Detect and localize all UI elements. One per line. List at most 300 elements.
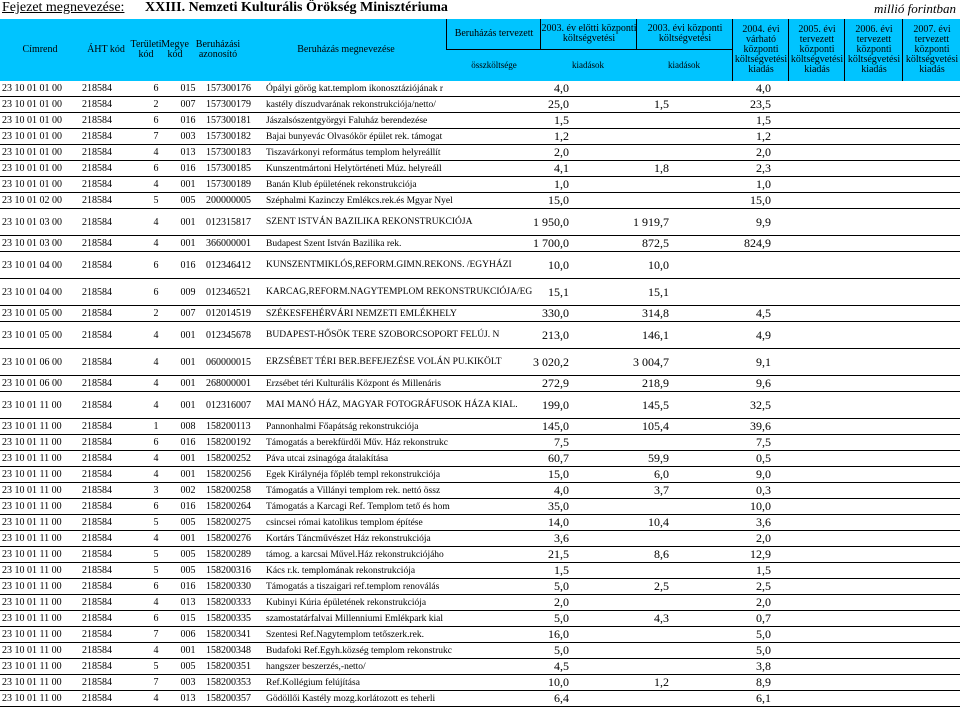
row-megye: 001 bbox=[172, 177, 204, 193]
table-row bbox=[0, 306, 960, 322]
header-tervezett: Beruházás tervezett bbox=[446, 19, 541, 49]
row-empty-years bbox=[773, 306, 960, 322]
row-name: SZÉKESFEHÉRVÁRI NEMZETI EMLÉKHELY bbox=[264, 306, 431, 322]
row-megye: 013 bbox=[172, 595, 204, 611]
row-total: 2,0 bbox=[431, 595, 571, 611]
row-teruleti: 6 bbox=[140, 611, 172, 627]
row-pre2003: 872,5 bbox=[571, 236, 671, 252]
ministry-title: XXIII. Nemzeti Kulturális Örökség Minisztériuma bbox=[145, 0, 448, 15]
row-teruleti: 6 bbox=[140, 499, 172, 515]
row-cimrend: 23 10 01 11 00 bbox=[0, 392, 80, 419]
header-cimrend: Címrend bbox=[22, 44, 58, 55]
row-y2003: 32,5 bbox=[671, 392, 773, 419]
row-megye: 013 bbox=[172, 691, 204, 707]
row-pre2003: 314,8 bbox=[571, 306, 671, 322]
table-row bbox=[0, 113, 960, 129]
row-name: kastély díszudvarának rekonstrukciója/netto/ bbox=[264, 97, 431, 113]
row-teruleti: 1 bbox=[140, 419, 172, 435]
row-aht: 218584 bbox=[80, 691, 140, 707]
table-row bbox=[0, 376, 960, 392]
row-megye: 001 bbox=[172, 236, 204, 252]
row-pre2003: 2,5 bbox=[571, 579, 671, 595]
row-cimrend: 23 10 01 03 00 bbox=[0, 236, 80, 252]
row-aht: 218584 bbox=[80, 113, 140, 129]
row-azonosito: 158200348 bbox=[204, 643, 264, 659]
row-cimrend: 23 10 01 11 00 bbox=[0, 579, 80, 595]
row-empty-years bbox=[773, 579, 960, 595]
row-azonosito: 157300179 bbox=[204, 97, 264, 113]
row-total: 4,1 bbox=[431, 161, 571, 177]
row-teruleti: 6 bbox=[140, 435, 172, 451]
row-megye: 001 bbox=[172, 376, 204, 392]
row-total: 35,0 bbox=[431, 499, 571, 515]
row-aht: 218584 bbox=[80, 322, 140, 349]
row-aht: 218584 bbox=[80, 467, 140, 483]
row-azonosito: 012014519 bbox=[204, 306, 264, 322]
row-cimrend: 23 10 01 06 00 bbox=[0, 349, 80, 376]
row-y2003: 6,1 bbox=[671, 691, 773, 707]
row-teruleti: 4 bbox=[140, 177, 172, 193]
row-teruleti: 7 bbox=[140, 129, 172, 145]
row-azonosito: 268000001 bbox=[204, 376, 264, 392]
row-cimrend: 23 10 01 11 00 bbox=[0, 675, 80, 691]
table-row bbox=[0, 467, 960, 483]
row-aht: 218584 bbox=[80, 643, 140, 659]
row-empty-years bbox=[773, 236, 960, 252]
row-teruleti: 2 bbox=[140, 306, 172, 322]
row-empty-years bbox=[773, 349, 960, 376]
row-megye: 001 bbox=[172, 467, 204, 483]
row-pre2003: 8,6 bbox=[571, 547, 671, 563]
row-empty-years bbox=[773, 675, 960, 691]
header-megye: Megye kód bbox=[161, 39, 189, 60]
row-pre2003 bbox=[571, 595, 671, 611]
row-name: ERZSÉBET TÉRI BER.BEFEJEZÉSE VOLÁN PU.KIKÖLT bbox=[264, 349, 431, 376]
table-row bbox=[0, 209, 960, 236]
row-teruleti: 5 bbox=[140, 563, 172, 579]
table-row bbox=[0, 435, 960, 451]
row-empty-years bbox=[773, 177, 960, 193]
row-total: 6,4 bbox=[431, 691, 571, 707]
row-total: 4,0 bbox=[431, 81, 571, 97]
row-name: Támogatás a Villányi templom rek. nettó össz bbox=[264, 483, 431, 499]
row-cimrend: 23 10 01 06 00 bbox=[0, 376, 80, 392]
row-y2003: 10,0 bbox=[671, 499, 773, 515]
row-cimrend: 23 10 01 03 00 bbox=[0, 209, 80, 236]
row-cimrend: 23 10 01 11 00 bbox=[0, 691, 80, 707]
table-row bbox=[0, 691, 960, 707]
row-megye: 007 bbox=[172, 97, 204, 113]
row-azonosito: 157300181 bbox=[204, 113, 264, 129]
row-teruleti: 3 bbox=[140, 483, 172, 499]
row-y2003: 4,9 bbox=[671, 322, 773, 349]
table-row bbox=[0, 161, 960, 177]
row-y2003: 2,0 bbox=[671, 595, 773, 611]
row-cimrend: 23 10 01 11 00 bbox=[0, 563, 80, 579]
row-y2003: 2,0 bbox=[671, 531, 773, 547]
row-name: Támogatás a Karcagi Ref. Templom tető és hom bbox=[264, 499, 431, 515]
row-azonosito: 200000005 bbox=[204, 193, 264, 209]
row-azonosito: 158200258 bbox=[204, 483, 264, 499]
header-divider bbox=[446, 49, 732, 50]
row-empty-years bbox=[773, 252, 960, 279]
row-y2003: 4,0 bbox=[671, 81, 773, 97]
row-azonosito: 158200276 bbox=[204, 531, 264, 547]
row-teruleti: 5 bbox=[140, 659, 172, 675]
row-empty-years bbox=[773, 376, 960, 392]
row-y2003: 7,5 bbox=[671, 435, 773, 451]
row-megye: 005 bbox=[172, 563, 204, 579]
table-row bbox=[0, 627, 960, 643]
row-teruleti: 6 bbox=[140, 113, 172, 129]
table-row bbox=[0, 177, 960, 193]
row-aht: 218584 bbox=[80, 209, 140, 236]
row-pre2003: 4,3 bbox=[571, 611, 671, 627]
row-pre2003 bbox=[571, 81, 671, 97]
row-aht: 218584 bbox=[80, 627, 140, 643]
row-teruleti: 6 bbox=[140, 279, 172, 306]
row-name: KUNSZENTMIKLÓS,REFORM.GIMN.REKONS. /EGYHÁZI bbox=[264, 252, 431, 279]
row-empty-years bbox=[773, 129, 960, 145]
row-megye: 001 bbox=[172, 209, 204, 236]
row-azonosito: 012346521 bbox=[204, 279, 264, 306]
row-aht: 218584 bbox=[80, 177, 140, 193]
row-y2003: 1,0 bbox=[671, 177, 773, 193]
row-aht: 218584 bbox=[80, 435, 140, 451]
row-cimrend: 23 10 01 11 00 bbox=[0, 659, 80, 675]
header-kiadasok-2: kiadások bbox=[668, 60, 700, 70]
row-y2003 bbox=[671, 279, 773, 306]
row-teruleti: 5 bbox=[140, 547, 172, 563]
row-teruleti: 4 bbox=[140, 643, 172, 659]
table-row bbox=[0, 643, 960, 659]
row-y2003: 0,7 bbox=[671, 611, 773, 627]
row-empty-years bbox=[773, 209, 960, 236]
row-y2003: 12,9 bbox=[671, 547, 773, 563]
row-azonosito: 012345678 bbox=[204, 322, 264, 349]
row-y2003: 2,5 bbox=[671, 579, 773, 595]
row-aht: 218584 bbox=[80, 376, 140, 392]
row-name: csincsei római katolikus templom építése bbox=[264, 515, 431, 531]
row-aht: 218584 bbox=[80, 236, 140, 252]
row-pre2003: 145,5 bbox=[571, 392, 671, 419]
row-total: 1,5 bbox=[431, 563, 571, 579]
row-azonosito: 157300176 bbox=[204, 81, 264, 97]
row-name: SZENT ISTVÁN BAZILIKA REKONSTRUKCIÓJA bbox=[264, 209, 431, 236]
row-pre2003 bbox=[571, 129, 671, 145]
row-name: Tiszavárkonyi református templom helyreállít bbox=[264, 145, 431, 161]
header-teruleti: Területi kód bbox=[130, 39, 162, 60]
row-teruleti: 4 bbox=[140, 392, 172, 419]
row-pre2003: 10,0 bbox=[571, 252, 671, 279]
row-teruleti: 4 bbox=[140, 467, 172, 483]
row-azonosito: 158200113 bbox=[204, 419, 264, 435]
row-y2003: 1,2 bbox=[671, 129, 773, 145]
row-empty-years bbox=[773, 113, 960, 129]
table-row bbox=[0, 419, 960, 435]
row-pre2003: 3 004,7 bbox=[571, 349, 671, 376]
row-aht: 218584 bbox=[80, 392, 140, 419]
row-megye: 008 bbox=[172, 419, 204, 435]
row-name: Erzsébet téri Kulturális Központ és Millenáris bbox=[264, 376, 431, 392]
row-teruleti: 4 bbox=[140, 595, 172, 611]
table-row bbox=[0, 451, 960, 467]
row-megye: 007 bbox=[172, 306, 204, 322]
table-row bbox=[0, 659, 960, 675]
row-pre2003 bbox=[571, 691, 671, 707]
row-cimrend: 23 10 01 11 00 bbox=[0, 435, 80, 451]
row-teruleti: 4 bbox=[140, 322, 172, 349]
header-osszkoltsege: összköltsége bbox=[471, 60, 517, 70]
row-cimrend: 23 10 01 01 00 bbox=[0, 177, 80, 193]
row-y2003: 3,6 bbox=[671, 515, 773, 531]
row-azonosito: 158200275 bbox=[204, 515, 264, 531]
row-cimrend: 23 10 01 01 00 bbox=[0, 129, 80, 145]
row-empty-years bbox=[773, 483, 960, 499]
row-name: Szentesi Ref.Nagytemplom tetőszerk.rek. bbox=[264, 627, 431, 643]
row-empty-years bbox=[773, 659, 960, 675]
row-megye: 006 bbox=[172, 627, 204, 643]
row-teruleti: 4 bbox=[140, 145, 172, 161]
row-aht: 218584 bbox=[80, 279, 140, 306]
row-empty-years bbox=[773, 563, 960, 579]
row-aht: 218584 bbox=[80, 515, 140, 531]
row-cimrend: 23 10 01 11 00 bbox=[0, 467, 80, 483]
row-azonosito: 012316007 bbox=[204, 392, 264, 419]
header-aht: ÁHT kód bbox=[87, 44, 125, 55]
row-cimrend: 23 10 01 11 00 bbox=[0, 611, 80, 627]
row-total: 330,0 bbox=[431, 306, 571, 322]
row-megye: 001 bbox=[172, 643, 204, 659]
table-body bbox=[0, 81, 960, 707]
row-azonosito: 158200289 bbox=[204, 547, 264, 563]
header-azonosito: Beruházási azonosító bbox=[195, 39, 241, 60]
row-megye: 001 bbox=[172, 531, 204, 547]
row-aht: 218584 bbox=[80, 419, 140, 435]
row-pre2003 bbox=[571, 499, 671, 515]
row-megye: 001 bbox=[172, 392, 204, 419]
row-megye: 015 bbox=[172, 81, 204, 97]
row-pre2003: 1 919,7 bbox=[571, 209, 671, 236]
row-aht: 218584 bbox=[80, 97, 140, 113]
row-empty-years bbox=[773, 279, 960, 306]
row-empty-years bbox=[773, 193, 960, 209]
table-row bbox=[0, 236, 960, 252]
header-2004: 2004. évi várható központi költségvetési kiadás bbox=[732, 19, 789, 81]
row-azonosito: 158200330 bbox=[204, 579, 264, 595]
row-azonosito: 157300182 bbox=[204, 129, 264, 145]
row-pre2003: 1,8 bbox=[571, 161, 671, 177]
row-cimrend: 23 10 01 05 00 bbox=[0, 306, 80, 322]
row-megye: 005 bbox=[172, 515, 204, 531]
row-name: Támogatás a tiszaigari ref.templom renoválás bbox=[264, 579, 431, 595]
row-aht: 218584 bbox=[80, 611, 140, 627]
row-total: 1,5 bbox=[431, 113, 571, 129]
row-pre2003 bbox=[571, 145, 671, 161]
row-megye: 005 bbox=[172, 659, 204, 675]
row-name: Széphalmi Kazinczy Emlékcs.rek.és Mgyar Nyel bbox=[264, 193, 431, 209]
header-elotti: 2003. év előtti központi költségvetési bbox=[540, 19, 637, 49]
row-megye: 003 bbox=[172, 675, 204, 691]
table-row bbox=[0, 81, 960, 97]
row-megye: 016 bbox=[172, 113, 204, 129]
row-total: 10,0 bbox=[431, 252, 571, 279]
row-teruleti: 4 bbox=[140, 691, 172, 707]
row-total: 3 020,2 bbox=[431, 349, 571, 376]
row-total: 213,0 bbox=[431, 322, 571, 349]
table-row bbox=[0, 252, 960, 279]
table-row bbox=[0, 97, 960, 113]
row-y2003: 15,0 bbox=[671, 193, 773, 209]
row-megye: 016 bbox=[172, 499, 204, 515]
row-pre2003: 3,7 bbox=[571, 483, 671, 499]
row-pre2003 bbox=[571, 627, 671, 643]
row-pre2003: 105,4 bbox=[571, 419, 671, 435]
row-cimrend: 23 10 01 11 00 bbox=[0, 531, 80, 547]
row-y2003: 5,0 bbox=[671, 627, 773, 643]
row-pre2003 bbox=[571, 435, 671, 451]
row-aht: 218584 bbox=[80, 675, 140, 691]
row-empty-years bbox=[773, 515, 960, 531]
row-y2003: 9,6 bbox=[671, 376, 773, 392]
row-aht: 218584 bbox=[80, 306, 140, 322]
row-megye: 016 bbox=[172, 161, 204, 177]
row-megye: 016 bbox=[172, 435, 204, 451]
row-cimrend: 23 10 01 11 00 bbox=[0, 627, 80, 643]
row-aht: 218584 bbox=[80, 547, 140, 563]
row-cimrend: 23 10 01 11 00 bbox=[0, 419, 80, 435]
row-azonosito: 158200192 bbox=[204, 435, 264, 451]
row-aht: 218584 bbox=[80, 145, 140, 161]
table-row bbox=[0, 579, 960, 595]
row-total: 7,5 bbox=[431, 435, 571, 451]
row-total: 199,0 bbox=[431, 392, 571, 419]
row-cimrend: 23 10 01 11 00 bbox=[0, 499, 80, 515]
table-row bbox=[0, 595, 960, 611]
row-y2003: 0,5 bbox=[671, 451, 773, 467]
row-name: MAI MANÓ HÁZ, MAGYAR FOTOGRÁFUSOK HÁZA KIAL. bbox=[264, 392, 431, 419]
row-azonosito: 158200333 bbox=[204, 595, 264, 611]
row-cimrend: 23 10 01 11 00 bbox=[0, 451, 80, 467]
row-empty-years bbox=[773, 467, 960, 483]
row-empty-years bbox=[773, 627, 960, 643]
row-cimrend: 23 10 01 11 00 bbox=[0, 643, 80, 659]
row-total: 272,9 bbox=[431, 376, 571, 392]
row-total: 4,5 bbox=[431, 659, 571, 675]
row-total: 10,0 bbox=[431, 675, 571, 691]
row-y2003: 39,6 bbox=[671, 419, 773, 435]
row-aht: 218584 bbox=[80, 483, 140, 499]
row-y2003: 9,9 bbox=[671, 209, 773, 236]
row-megye: 015 bbox=[172, 611, 204, 627]
row-azonosito: 012346412 bbox=[204, 252, 264, 279]
row-empty-years bbox=[773, 435, 960, 451]
row-teruleti: 4 bbox=[140, 349, 172, 376]
row-azonosito: 158200256 bbox=[204, 467, 264, 483]
row-name: támog. a karcsai Művel.Ház rekonstrukciójáho bbox=[264, 547, 431, 563]
row-megye: 001 bbox=[172, 349, 204, 376]
row-total: 5,0 bbox=[431, 643, 571, 659]
row-aht: 218584 bbox=[80, 499, 140, 515]
row-total: 15,0 bbox=[431, 467, 571, 483]
row-total: 1 950,0 bbox=[431, 209, 571, 236]
row-empty-years bbox=[773, 419, 960, 435]
table-row bbox=[0, 611, 960, 627]
row-name: Kács r.k. templomának rekonstrukciója bbox=[264, 563, 431, 579]
row-cimrend: 23 10 01 02 00 bbox=[0, 193, 80, 209]
row-megye: 001 bbox=[172, 451, 204, 467]
row-teruleti: 4 bbox=[140, 451, 172, 467]
header-2007: 2007. évi tervezett központi költségvetési kiadás bbox=[902, 19, 960, 81]
row-name: Páva utcai zsinagóga átalakítása bbox=[264, 451, 431, 467]
row-aht: 218584 bbox=[80, 531, 140, 547]
table-row bbox=[0, 547, 960, 563]
row-azonosito: 158200252 bbox=[204, 451, 264, 467]
row-pre2003: 1,2 bbox=[571, 675, 671, 691]
row-azonosito: 157300185 bbox=[204, 161, 264, 177]
row-pre2003: 10,4 bbox=[571, 515, 671, 531]
row-total: 5,0 bbox=[431, 579, 571, 595]
row-y2003 bbox=[671, 252, 773, 279]
row-y2003: 4,5 bbox=[671, 306, 773, 322]
row-cimrend: 23 10 01 11 00 bbox=[0, 483, 80, 499]
row-teruleti: 6 bbox=[140, 252, 172, 279]
table-row bbox=[0, 499, 960, 515]
row-aht: 218584 bbox=[80, 579, 140, 595]
row-cimrend: 23 10 01 04 00 bbox=[0, 279, 80, 306]
row-total: 2,0 bbox=[431, 145, 571, 161]
header-kiadasok-1: kiadások bbox=[572, 60, 604, 70]
row-teruleti: 7 bbox=[140, 627, 172, 643]
row-name: Támogatás a berekfürdői Műv. Ház rekonstrukc bbox=[264, 435, 431, 451]
row-total: 4,0 bbox=[431, 483, 571, 499]
row-name: Gödöllői Kastély mozg.korlátozott es teherli bbox=[264, 691, 431, 707]
row-teruleti: 2 bbox=[140, 97, 172, 113]
row-pre2003 bbox=[571, 659, 671, 675]
row-empty-years bbox=[773, 691, 960, 707]
row-cimrend: 23 10 01 04 00 bbox=[0, 252, 80, 279]
row-teruleti: 4 bbox=[140, 531, 172, 547]
row-empty-years bbox=[773, 97, 960, 113]
row-empty-years bbox=[773, 611, 960, 627]
row-empty-years bbox=[773, 595, 960, 611]
row-aht: 218584 bbox=[80, 659, 140, 675]
row-megye: 009 bbox=[172, 279, 204, 306]
row-pre2003 bbox=[571, 177, 671, 193]
row-total: 1,2 bbox=[431, 129, 571, 145]
row-cimrend: 23 10 01 01 00 bbox=[0, 113, 80, 129]
row-total: 15,1 bbox=[431, 279, 571, 306]
row-cimrend: 23 10 01 01 00 bbox=[0, 161, 80, 177]
row-aht: 218584 bbox=[80, 349, 140, 376]
row-name: szamostatárfalvai Millenniumi Emlékpark kial bbox=[264, 611, 431, 627]
row-empty-years bbox=[773, 81, 960, 97]
header-2006: 2006. évi tervezett központi költségvetési kiadás bbox=[844, 19, 903, 81]
row-cimrend: 23 10 01 11 00 bbox=[0, 515, 80, 531]
table-header bbox=[0, 19, 960, 81]
row-total: 16,0 bbox=[431, 627, 571, 643]
row-azonosito: 060000015 bbox=[204, 349, 264, 376]
table-row bbox=[0, 483, 960, 499]
row-aht: 218584 bbox=[80, 563, 140, 579]
row-cimrend: 23 10 01 01 00 bbox=[0, 97, 80, 113]
row-azonosito: 158200351 bbox=[204, 659, 264, 675]
row-y2003: 1,5 bbox=[671, 113, 773, 129]
row-y2003: 3,8 bbox=[671, 659, 773, 675]
table-row bbox=[0, 322, 960, 349]
header-2003: 2003. évi központi költségvetési bbox=[636, 19, 733, 49]
row-y2003: 2,0 bbox=[671, 145, 773, 161]
